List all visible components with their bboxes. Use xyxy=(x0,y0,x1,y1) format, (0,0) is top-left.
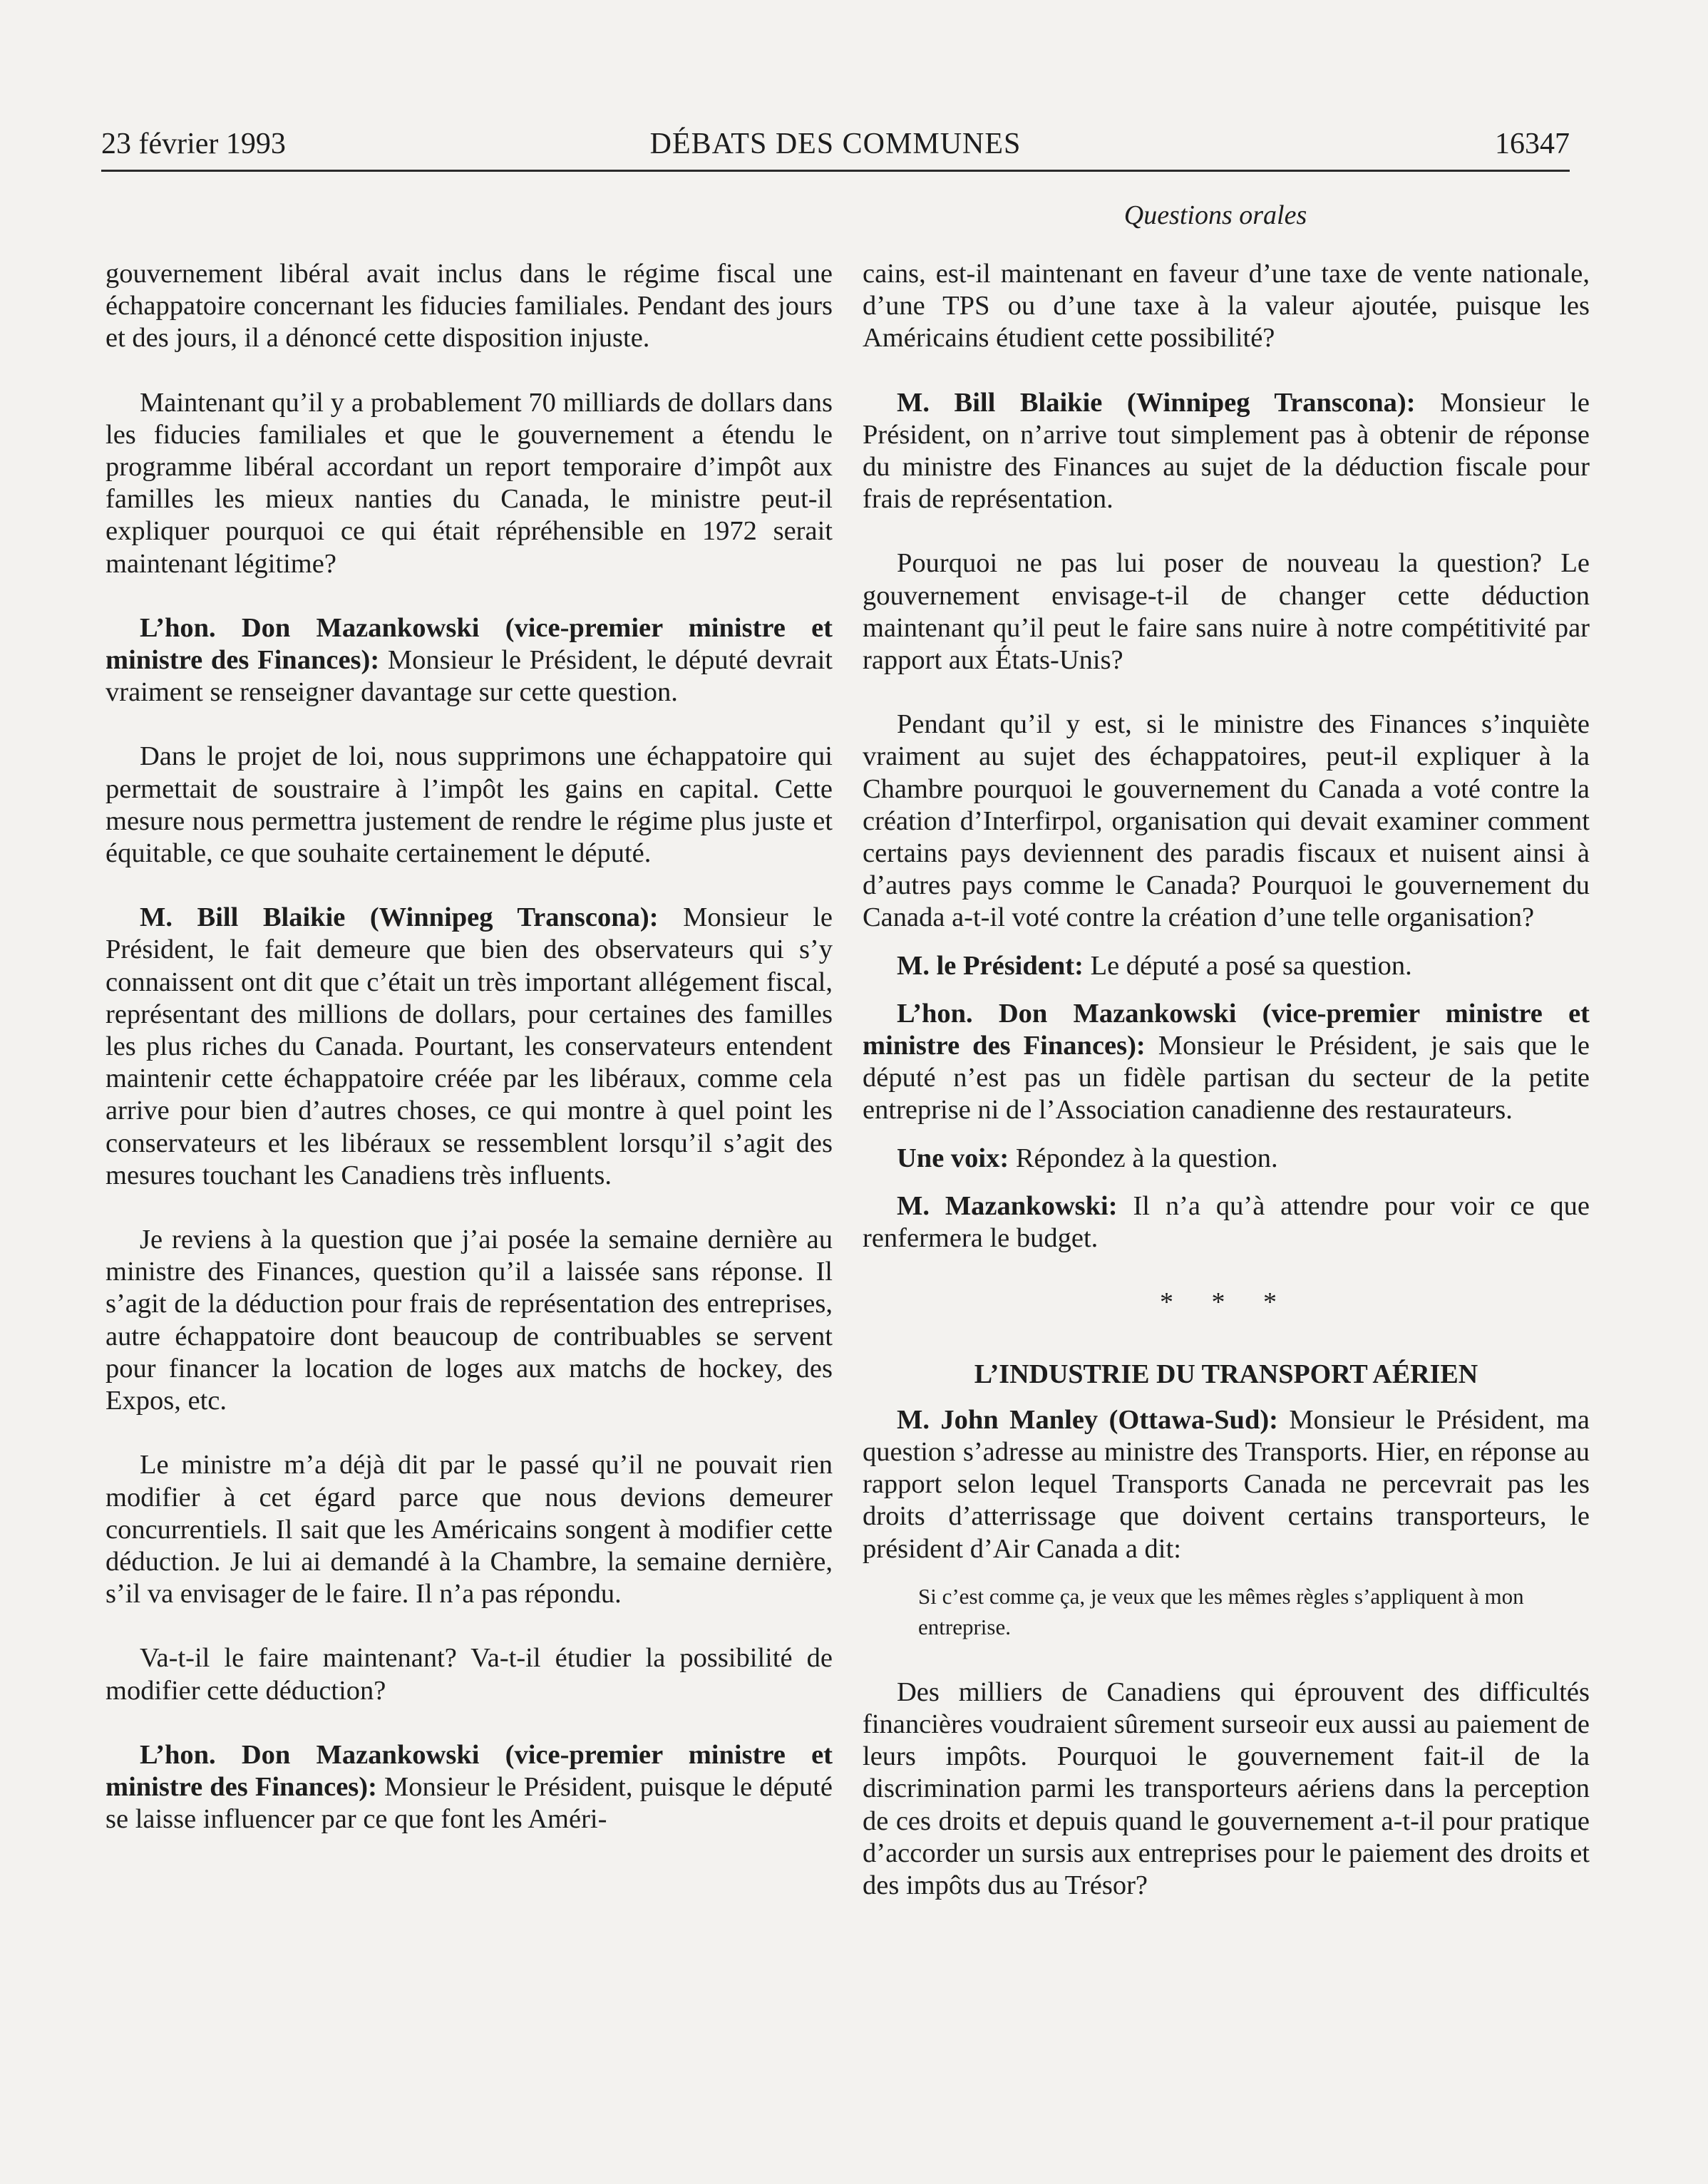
speech-text: Monsieur le Président, on n’arrive tout simplement pas à obtenir de réponse du ministre des Finances au sujet de la déduction fiscale pour frais de représentation. xyxy=(863,387,1590,515)
speaker-name: M. Bill Blaikie (Winnipeg Transcona): xyxy=(140,902,659,933)
paragraph: Le ministre m’a déjà dit par le passé qu’il ne pouvait rien modifier à cet égard parce que nous devions demeurer concurrentiels. Il sait que les Américains songent à modifier cette déduction. Je lui ai demandé à la Chambre, la semaine dernière, s’il va envisager de le faire. Il n’a pas répondu. xyxy=(106,1450,833,1609)
paragraph xyxy=(106,1739,833,1836)
speaker-name: M. Bill Blaikie (Winnipeg Transcona): xyxy=(897,387,1416,418)
paragraph: gouvernement libéral avait inclus dans le régime fiscal une échappatoire concernant les fiducies familiales. Pendant des jours et des jours, il a dénoncé cette disposition injuste. xyxy=(106,259,833,354)
paragraph: Pourquoi ne pas lui poser de nouveau la question? Le gouvernement envisage-t-il de changer cette déduction maintenant qu’il peut le faire sans nuire à notre compétitivité par rapport aux États-Unis? xyxy=(863,548,1590,676)
speaker-name: Une voix: xyxy=(897,1143,1009,1173)
speaker-name: M. Mazankowski: xyxy=(897,1190,1118,1221)
block-quote: Si c’est comme ça, je veux que les mêmes règles s’appliquent à mon entreprise. xyxy=(918,1583,1524,1639)
speaker-name: L’hon. Don Mazankowski (vice-premier ministre et ministre des Finances): xyxy=(106,1739,833,1802)
paragraph xyxy=(863,1143,1590,1175)
section-heading: L’INDUSTRIE DU TRANSPORT AÉRIEN xyxy=(974,1359,1478,1390)
speech-text: Monsieur le Président, le fait demeure que bien des observateurs qui s’y connaissent ont dit que c’était un très important allégement fiscal, représentant des millions de dollars, pour certaines des familles les plus riches du Canada. Pourtant, les conservateurs entendent maintenir cette échappatoire créée par les libéraux, comme cela arrive pour bien d’autres choses, ce qui montre à quel point les conservateurs et les libéraux se ressemblent lorsqu’il s’agit des mesures touchant les Canadiens très influents. xyxy=(106,902,833,1190)
paragraph xyxy=(863,387,1590,516)
speaker-name: L’hon. Don Mazankowski (vice-premier ministre et ministre des Finances): xyxy=(106,612,833,676)
paragraph: Je reviens à la question que j’ai posée la semaine dernière au ministre des Finances, question qu’il a laissée sans réponse. Il s’agit de la déduction pour frais de représentation des entreprises, autre échappatoire dont beaucoup de contribuables se servent pour financer la location de loges aux matchs de hockey, des Expos, etc. xyxy=(106,1225,833,1416)
header-title: DÉBATS DES COMMUNES xyxy=(649,128,1022,160)
paragraph xyxy=(863,1190,1590,1255)
paragraph: Des milliers de Canadiens qui éprouvent des difficultés financières voudraient sûrement surseoir eux aussi au paiement de leurs impôts. Pourquoi le gouvernement fait-il de la discrimination parmi les transporteurs aériens dans la perception de ces droits et depuis quand le gouvernement a-t-il pour pratique d’accorder un sursis aux entreprises pour le paiement des droits et des impôts dus au Trésor? xyxy=(863,1676,1590,1900)
paragraph: Pendant qu’il y est, si le ministre des Finances s’inquiète vraiment au sujet des échappatoires, peut-il expliquer à la Chambre pourquoi le gouvernement du Canada a voté contre la création d’Interfirpol, organisation qui devait examiner comment certains pays deviennent des paradis fiscaux et nuisent ainsi à d’autres pays comme le Canada? Pourquoi le gouvernement du Canada a-t-il voté contre la création d’une telle organisation? xyxy=(863,709,1590,933)
page-header xyxy=(101,127,1570,167)
speech-text: Le député a posé sa question. xyxy=(1083,950,1412,981)
speaker-name: M. le Président: xyxy=(897,950,1084,981)
header-rule xyxy=(101,170,1570,172)
section-label: Questions orales xyxy=(1123,200,1307,230)
speech-text: Monsieur le Président, ma question s’adresse au ministre des Transports. Hier, en réponse au rapport selon lequel Transports Canada ne percevrait pas les droits d’atterrissage que doivent certains transporteurs, le président d’Air Canada a dit: xyxy=(863,1404,1590,1564)
paragraph: Dans le projet de loi, nous supprimons une échappatoire qui permettait de soustraire à l’impôt les gains en capital. Cette mesure nous permettra justement de rendre le régime plus juste et équitable, ce que souhaite certainement le député. xyxy=(106,741,833,869)
speech-text: Répondez à la question. xyxy=(1009,1143,1278,1173)
speech-text: Monsieur le Président, le député devrait vraiment se renseigner davantage sur cette question. xyxy=(106,645,833,708)
paragraph xyxy=(106,902,833,1192)
speech-text: Monsieur le Président, puisque le député se laisse influencer par ce que font les Améri- xyxy=(106,1771,833,1835)
paragraph xyxy=(106,612,833,709)
page-number: 16347 xyxy=(1495,128,1570,160)
section-separator: * * * xyxy=(1160,1287,1292,1318)
speech-text: Monsieur le Président, je sais que le député n’est pas un fidèle partisan du secteur de la petite entreprise ni de l’Association canadienne des restaurateurs. xyxy=(863,1031,1590,1126)
paragraph: cains, est-il maintenant en faveur d’une taxe de vente nationale, d’une TPS ou d’une taxe à la valeur ajoutée, puisque les Américains étudient cette possibilité? xyxy=(863,259,1590,354)
left-column xyxy=(106,258,833,1868)
paragraph xyxy=(863,998,1590,1127)
header-date: 23 février 1993 xyxy=(101,128,286,160)
right-column xyxy=(863,258,1590,1934)
paragraph xyxy=(863,1404,1590,1565)
paragraph: Va-t-il le faire maintenant? Va-t-il étudier la possibilité de modifier cette déduction? xyxy=(106,1643,833,1706)
paragraph: Maintenant qu’il y a probablement 70 milliards de dollars dans les fiducies familiales et que le gouvernement a étendu le programme libéral accordant un report temporaire d’impôt aux familles les mieux nanties du Canada, le ministre peut-il expliquer pourquoi ce qui était répréhensible en 1972 serait maintenant légitime? xyxy=(106,387,833,579)
speech-text: Il n’a qu’à attendre pour voir ce que renfermera le budget. xyxy=(863,1190,1590,1254)
speaker-name: M. John Manley (Ottawa-Sud): xyxy=(897,1404,1278,1435)
speaker-name: L’hon. Don Mazankowski (vice-premier ministre et ministre des Finances): xyxy=(863,998,1590,1061)
paragraph xyxy=(863,950,1590,982)
